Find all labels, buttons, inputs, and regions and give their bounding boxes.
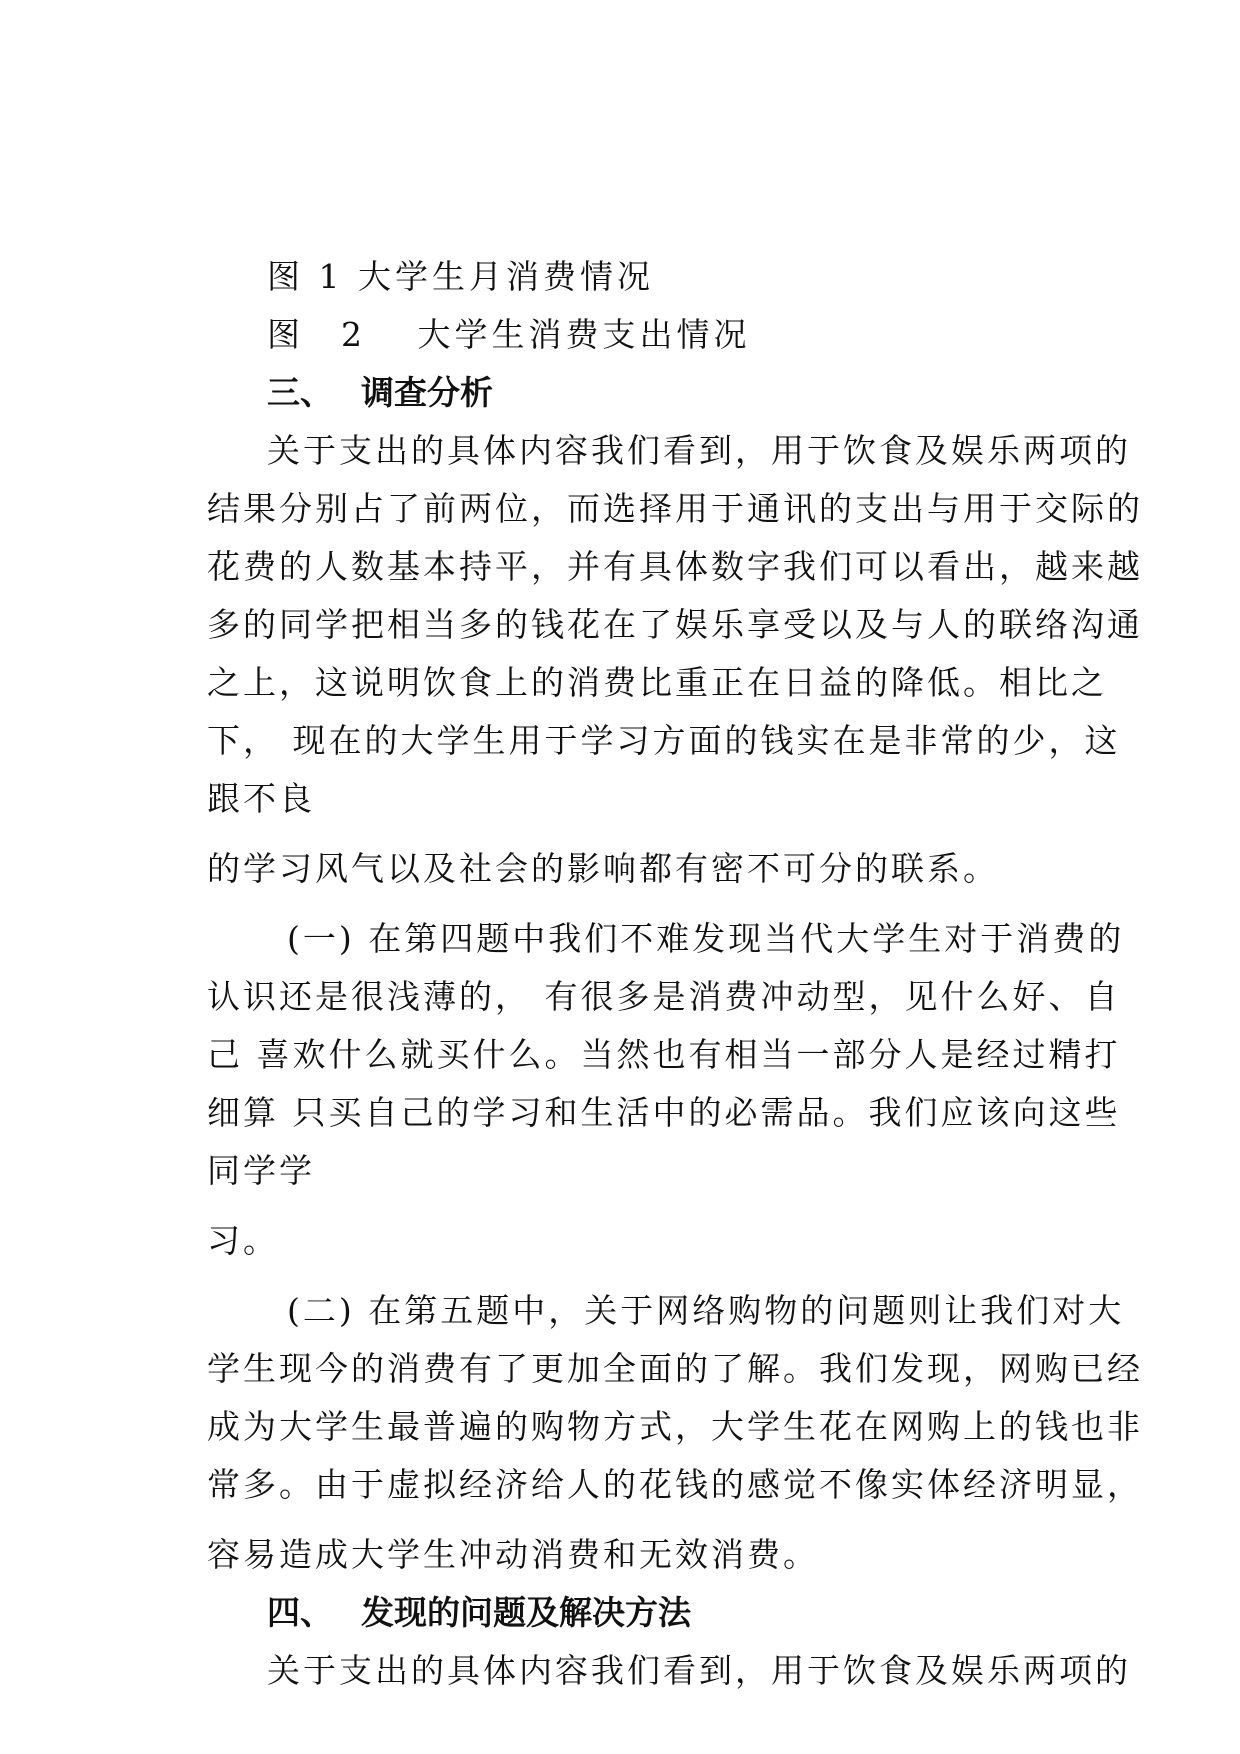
paragraph-line: 认识还是很浅薄的， 有很多是消费冲动型，见什么好、自 [207,977,1121,1016]
paragraph-line: 常多。由于虚拟经济给人的花钱的感觉不像实体经济明显， [207,1465,1143,1504]
section-3-number: 三、 [267,373,333,412]
section-4-title: 发现的问题及解决方法 [361,1593,691,1632]
section-4-number: 四、 [267,1593,333,1632]
paragraph-line: 之上，这说明饮食上的消费比重正在日益的降低。相比之 [207,663,1107,702]
paragraph-line: 同学学 [207,1151,315,1190]
document-page [207,248,1143,1700]
section-4-heading [207,1584,1067,1642]
section-3-paragraph-3 [207,1282,1143,1584]
paragraph-line: 关于支出的具体内容我们看到，用于饮食及娱乐两项的 [267,431,1131,470]
paragraph-line: 习。 [207,1221,279,1260]
paragraph-line: 下， 现在的大学生用于学习方面的钱实在是非常的少，这 [207,721,1121,760]
section-3-paragraph-1 [207,422,1143,898]
figure-2-caption: 图 2 大学生消费支出情况 [267,315,751,354]
section-3-heading [207,364,1067,422]
paragraph-line: 细算 只买自己的学习和生活中的必需品。我们应该向这些 [207,1093,1121,1132]
paragraph-line: (二) 在第五题中，关于网络购物的问题则让我们对大 [287,1291,1125,1330]
section-4-paragraph-1 [207,1642,1131,1700]
paragraph-line: 结果分别占了前两位，而选择用于通讯的支出与用于交际的 [207,489,1143,528]
paragraph-line: 多的同学把相当多的钱花在了娱乐享受以及与人的联络沟通 [207,605,1143,644]
paragraph-line: 的学习风气以及社会的影响都有密不可分的联系。 [207,849,999,888]
paragraph-line: 关于支出的具体内容我们看到，用于饮食及娱乐两项的 [267,1651,1131,1690]
paragraph-line: (一) 在第四题中我们不难发现当代大学生对于消费的 [287,919,1125,958]
figure-1-caption: 图 1 大学生月消费情况 [267,257,654,296]
paragraph-line: 花费的人数基本持平，并有具体数字我们可以看出，越来越 [207,547,1143,586]
paragraph-line: 学生现今的消费有了更加全面的了解。我们发现，网购已经 [207,1349,1143,1388]
paragraph-line: 成为大学生最普遍的购物方式，大学生花在网购上的钱也非 [207,1407,1143,1446]
paragraph-line: 跟不良 [207,779,315,818]
section-3-title: 调查分析 [361,373,493,412]
section-3-paragraph-2 [207,910,1125,1270]
paragraph-line: 己 喜欢什么就买什么。当然也有相当一部分人是经过精打 [207,1035,1121,1074]
paragraph-line: 容易造成大学生冲动消费和无效消费。 [207,1535,819,1574]
